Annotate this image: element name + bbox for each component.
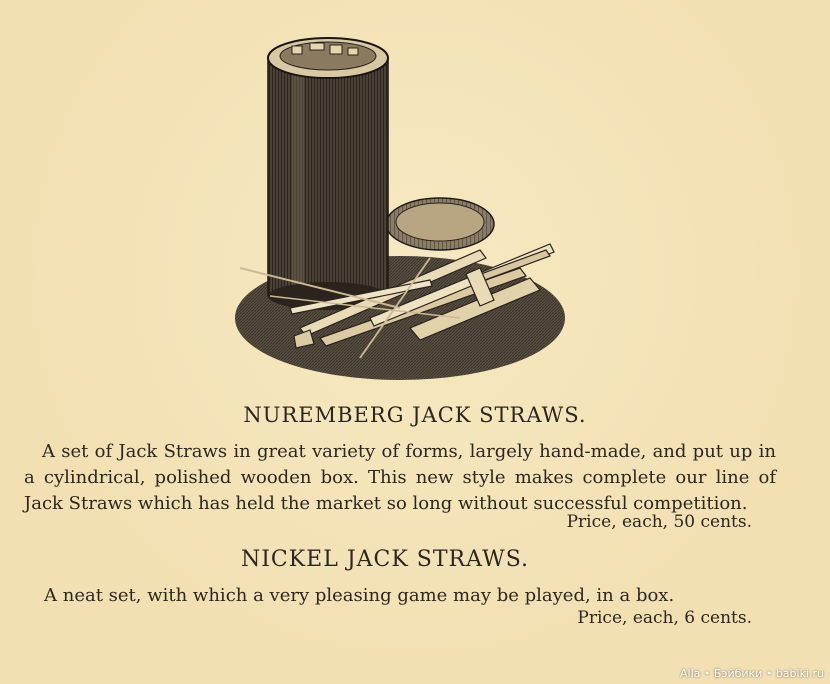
watermark: Alla • Бэйбики • babiki.ru xyxy=(680,667,824,680)
section-description-nickel: A neat set, with which a very pleasing game may be played, in a box. xyxy=(44,585,675,606)
cylinder-highlight xyxy=(292,62,304,294)
jack-straws-box-illustration xyxy=(230,18,570,388)
cylinder-body xyxy=(268,58,388,296)
price-nuremberg: Price, each, 50 cents. xyxy=(566,512,752,532)
section-description-nuremberg: A set of Jack Straws in great variety of forms, largely hand-made, and put up in a cylindrical, polished wooden box. This new style makes complete our line of Jack Straws which has held the market so long without successful competition. xyxy=(24,441,776,514)
price-nickel: Price, each, 6 cents. xyxy=(577,608,752,628)
section-title-nuremberg: NUREMBERG JACK STRAWS. xyxy=(243,403,587,427)
section-title-nickel: NICKEL JACK STRAWS. xyxy=(240,547,530,572)
lid-inner xyxy=(396,203,484,241)
